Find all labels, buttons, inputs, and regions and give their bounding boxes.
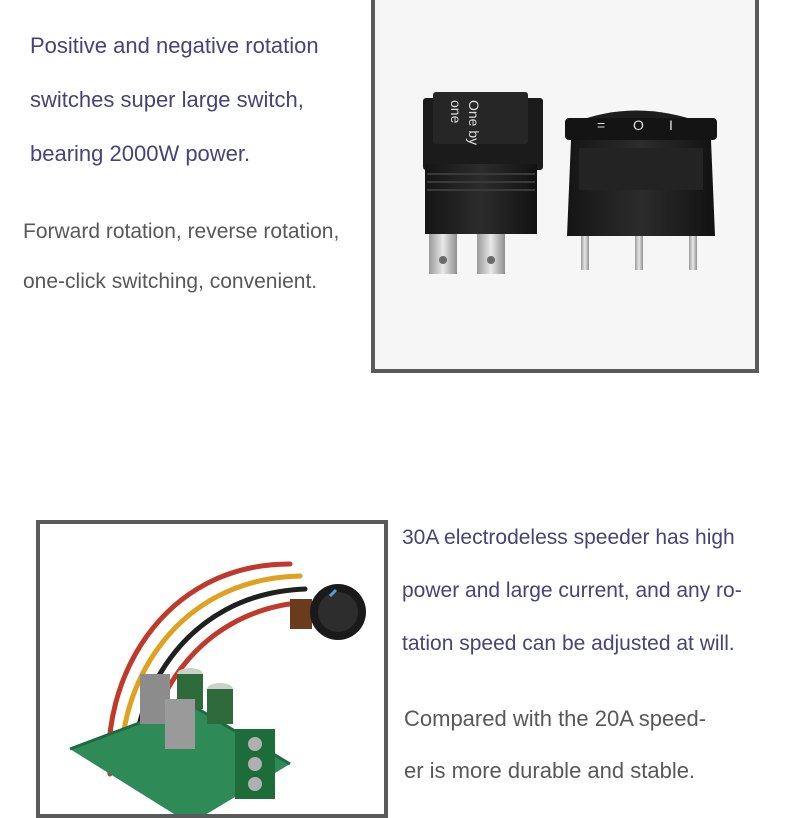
switch-label-line-2: one bbox=[448, 100, 464, 124]
section1-body-line-2: one-click switching, convenient. bbox=[23, 270, 318, 293]
rocker-switches-illustration bbox=[375, 0, 755, 369]
switch-symbol-1: = bbox=[597, 117, 606, 133]
section1-heading-line-3: bearing 2000W power. bbox=[30, 141, 251, 166]
section2-heading-line-2: power and large current, and any ro- bbox=[402, 579, 742, 602]
section1-body-line-1: Forward rotation, reverse rotation, bbox=[23, 220, 340, 243]
section1-heading-line-1: Positive and negative rotation bbox=[30, 33, 319, 58]
switch-symbol-2: O bbox=[633, 117, 644, 133]
section2-heading-line-1: 30A electrodeless speeder has high bbox=[402, 526, 735, 549]
speed-controller-illustration bbox=[40, 524, 384, 814]
section2-body-line-1: Compared with the 20A speed- bbox=[404, 706, 707, 731]
switch-product-image bbox=[371, 0, 759, 373]
section1-heading-line-2: switches super large switch, bbox=[30, 87, 304, 112]
rocker-switch-6pin-icon bbox=[565, 111, 717, 271]
section2-body-line-2: er is more durable and stable. bbox=[404, 758, 696, 783]
switch-symbol-3: I bbox=[669, 117, 673, 133]
switch-label-line-1: One by bbox=[466, 100, 482, 146]
speed-controller-product-image bbox=[36, 520, 388, 818]
section2-heading-line-3: tation speed can be adjusted at will. bbox=[402, 632, 735, 655]
